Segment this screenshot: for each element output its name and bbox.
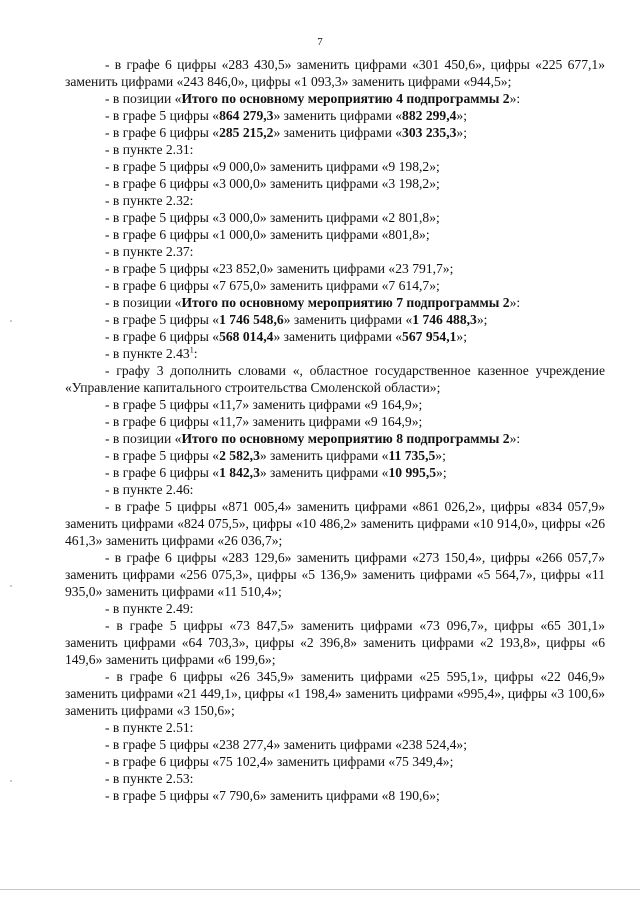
text-run: - в графе 5 цифры «3 000,0» заменить цифрами «2 801,8»; <box>105 210 440 225</box>
bold-text: 882 299,4 <box>402 108 457 123</box>
amendment-line <box>65 430 605 447</box>
text-run: » заменить цифрами « <box>273 125 403 140</box>
bold-text: Итого по основному мероприятию 8 подпрограммы 2 <box>181 431 510 446</box>
amendment-line <box>65 226 605 243</box>
text-run: - в пункте 2.51: <box>105 720 194 735</box>
text-run: - в позиции « <box>105 295 182 310</box>
text-run: - в графе 6 цифры «7 675,0» заменить цифрами «7 614,7»; <box>105 278 440 293</box>
bold-text: 568 014,4 <box>219 329 274 344</box>
bold-text: Итого по основному мероприятию 7 подпрограммы 2 <box>181 295 510 310</box>
text-run: - в графе 5 цифры « <box>105 312 220 327</box>
amendment-line <box>65 260 605 277</box>
scan-speck <box>10 780 12 782</box>
page-number: 7 <box>317 36 323 48</box>
superscript: 1 <box>189 345 194 355</box>
amendment-line <box>65 770 605 787</box>
amendment-line <box>65 719 605 736</box>
amendment-line <box>65 753 605 770</box>
text-run: - в графе 6 цифры « <box>105 465 220 480</box>
amendment-line <box>65 124 605 141</box>
text-run: - в графе 6 цифры «75 102,4» заменить цифрами «75 349,4»; <box>105 754 454 769</box>
bold-text: 2 582,3 <box>219 448 260 463</box>
amendment-line <box>65 396 605 413</box>
text-run: - в графе 6 цифры «283 129,6» заменить цифрами «273 150,4», цифры «266 057,7» заменить цифрами «256 075,3», цифры «5 136,9» заменить цифрами «5 564,7», цифры «11 935,0» заменить цифрами «11 510,4»; <box>65 550 605 599</box>
text-run: » заменить цифрами « <box>259 465 389 480</box>
text-run: - в графе 6 цифры «283 430,5» заменить цифрами «301 450,6», цифры «225 677,1» заменить цифрами «243 846,0», цифры «1 093,3» заменить цифрами «944,5»; <box>65 57 605 89</box>
bold-text: 1 746 548,6 <box>219 312 284 327</box>
amendment-line <box>65 464 605 481</box>
bold-text: 1 746 488,3 <box>412 312 477 327</box>
amendment-line <box>65 56 605 90</box>
amendment-line <box>65 413 605 430</box>
amendment-line <box>65 362 605 396</box>
amendment-line <box>65 481 605 498</box>
text-run: - в пункте 2.43 <box>105 346 190 361</box>
text-run: »; <box>456 125 467 140</box>
bold-text: 285 215,2 <box>219 125 274 140</box>
bold-text: 1 842,3 <box>219 465 260 480</box>
text-run: - в графе 5 цифры «11,7» заменить цифрами «9 164,9»; <box>105 397 423 412</box>
text-run: - в пункте 2.49: <box>105 601 194 616</box>
text-run: » заменить цифрами « <box>259 448 389 463</box>
text-run: - графу 3 дополнить словами «, областное государственное казенное учреждение «Управление капитального строительства Смоленской области»; <box>65 363 605 395</box>
text-run: - в графе 5 цифры «9 000,0» заменить цифрами «9 198,2»; <box>105 159 440 174</box>
text-run: »: <box>509 295 521 310</box>
amendment-line <box>65 192 605 209</box>
text-run: - в графе 6 цифры « <box>105 329 220 344</box>
text-run: - в графе 6 цифры « <box>105 125 220 140</box>
amendment-line <box>65 345 605 362</box>
text-run: - в графе 5 цифры « <box>105 108 220 123</box>
amendment-line <box>65 328 605 345</box>
amendment-line <box>65 294 605 311</box>
document-body <box>65 56 605 804</box>
amendment-line <box>65 158 605 175</box>
text-run: - в графе 5 цифры «73 847,5» заменить цифрами «73 096,7», цифры «65 301,1» заменить цифрами «64 703,3», цифры «2 396,8» заменить цифрами «2 193,8», цифры «6 149,6» заменить цифрами «6 199,6»; <box>65 618 605 667</box>
text-run: - в пункте 2.31: <box>105 142 194 157</box>
scan-speck <box>10 585 12 587</box>
bold-text: Итого по основному мероприятию 4 подпрограммы 2 <box>181 91 510 106</box>
text-run: »; <box>436 465 447 480</box>
amendment-line <box>65 107 605 124</box>
amendment-line <box>65 90 605 107</box>
text-run: »; <box>476 312 488 327</box>
text-run: - в графе 6 цифры «1 000,0» заменить цифрами «801,8»; <box>105 227 430 242</box>
amendment-line <box>65 787 605 804</box>
text-run: - в графе 5 цифры «23 852,0» заменить цифрами «23 791,7»; <box>105 261 454 276</box>
text-run: »: <box>509 91 521 106</box>
amendment-line <box>65 175 605 192</box>
text-run: - в графе 6 цифры «26 345,9» заменить цифрами «25 595,1», цифры «22 046,9» заменить цифрами «21 449,1», цифры «1 198,4» заменить цифрами «995,4», цифры «3 100,6» заменить цифрами «3 150,6»; <box>65 669 605 718</box>
text-run: »; <box>456 329 467 344</box>
text-run: - в графе 6 цифры «11,7» заменить цифрами «9 164,9»; <box>105 414 423 429</box>
bold-text: 303 235,3 <box>402 125 457 140</box>
text-run: »: <box>509 431 521 446</box>
amendment-line <box>65 668 605 719</box>
bold-text: 567 954,1 <box>402 329 457 344</box>
amendment-line <box>65 277 605 294</box>
text-run: - в пункте 2.46: <box>105 482 194 497</box>
amendment-line <box>65 498 605 549</box>
bold-text: 11 735,5 <box>388 448 436 463</box>
amendment-line <box>65 736 605 753</box>
amendment-line <box>65 141 605 158</box>
text-run: - в графе 6 цифры «3 000,0» заменить цифрами «3 198,2»; <box>105 176 440 191</box>
amendment-line <box>65 209 605 226</box>
bold-text: 864 279,3 <box>219 108 274 123</box>
text-run: : <box>193 346 198 361</box>
amendment-line <box>65 311 605 328</box>
scan-speck <box>10 320 12 322</box>
text-run: »; <box>435 448 446 463</box>
text-run: - в графе 5 цифры «871 005,4» заменить цифрами «861 026,2», цифры «834 057,9» заменить цифрами «824 075,5», цифры «10 486,2» заменить цифрами «10 914,0», цифры «26 461,3» заменить цифрами «26 036,7»; <box>65 499 605 548</box>
text-run: - в позиции « <box>105 431 182 446</box>
bold-text: 10 995,5 <box>388 465 437 480</box>
text-run: » заменить цифрами « <box>283 312 413 327</box>
text-run: »; <box>456 108 467 123</box>
amendment-line <box>65 447 605 464</box>
amendment-line <box>65 600 605 617</box>
text-run: - в графе 5 цифры «7 790,6» заменить цифрами «8 190,6»; <box>105 788 440 803</box>
text-run: » заменить цифрами « <box>273 108 403 123</box>
text-run: - в пункте 2.37: <box>105 244 194 259</box>
text-run: - в пункте 2.32: <box>105 193 194 208</box>
text-run: - в графе 5 цифры «238 277,4» заменить цифрами «238 524,4»; <box>105 737 467 752</box>
text-run: - в пункте 2.53: <box>105 771 194 786</box>
text-run: - в графе 5 цифры « <box>105 448 220 463</box>
amendment-line <box>65 617 605 668</box>
amendment-line <box>65 243 605 260</box>
text-run: » заменить цифрами « <box>273 329 403 344</box>
amendment-line <box>65 549 605 600</box>
text-run: - в позиции « <box>105 91 182 106</box>
page-bottom-edge <box>0 889 640 890</box>
